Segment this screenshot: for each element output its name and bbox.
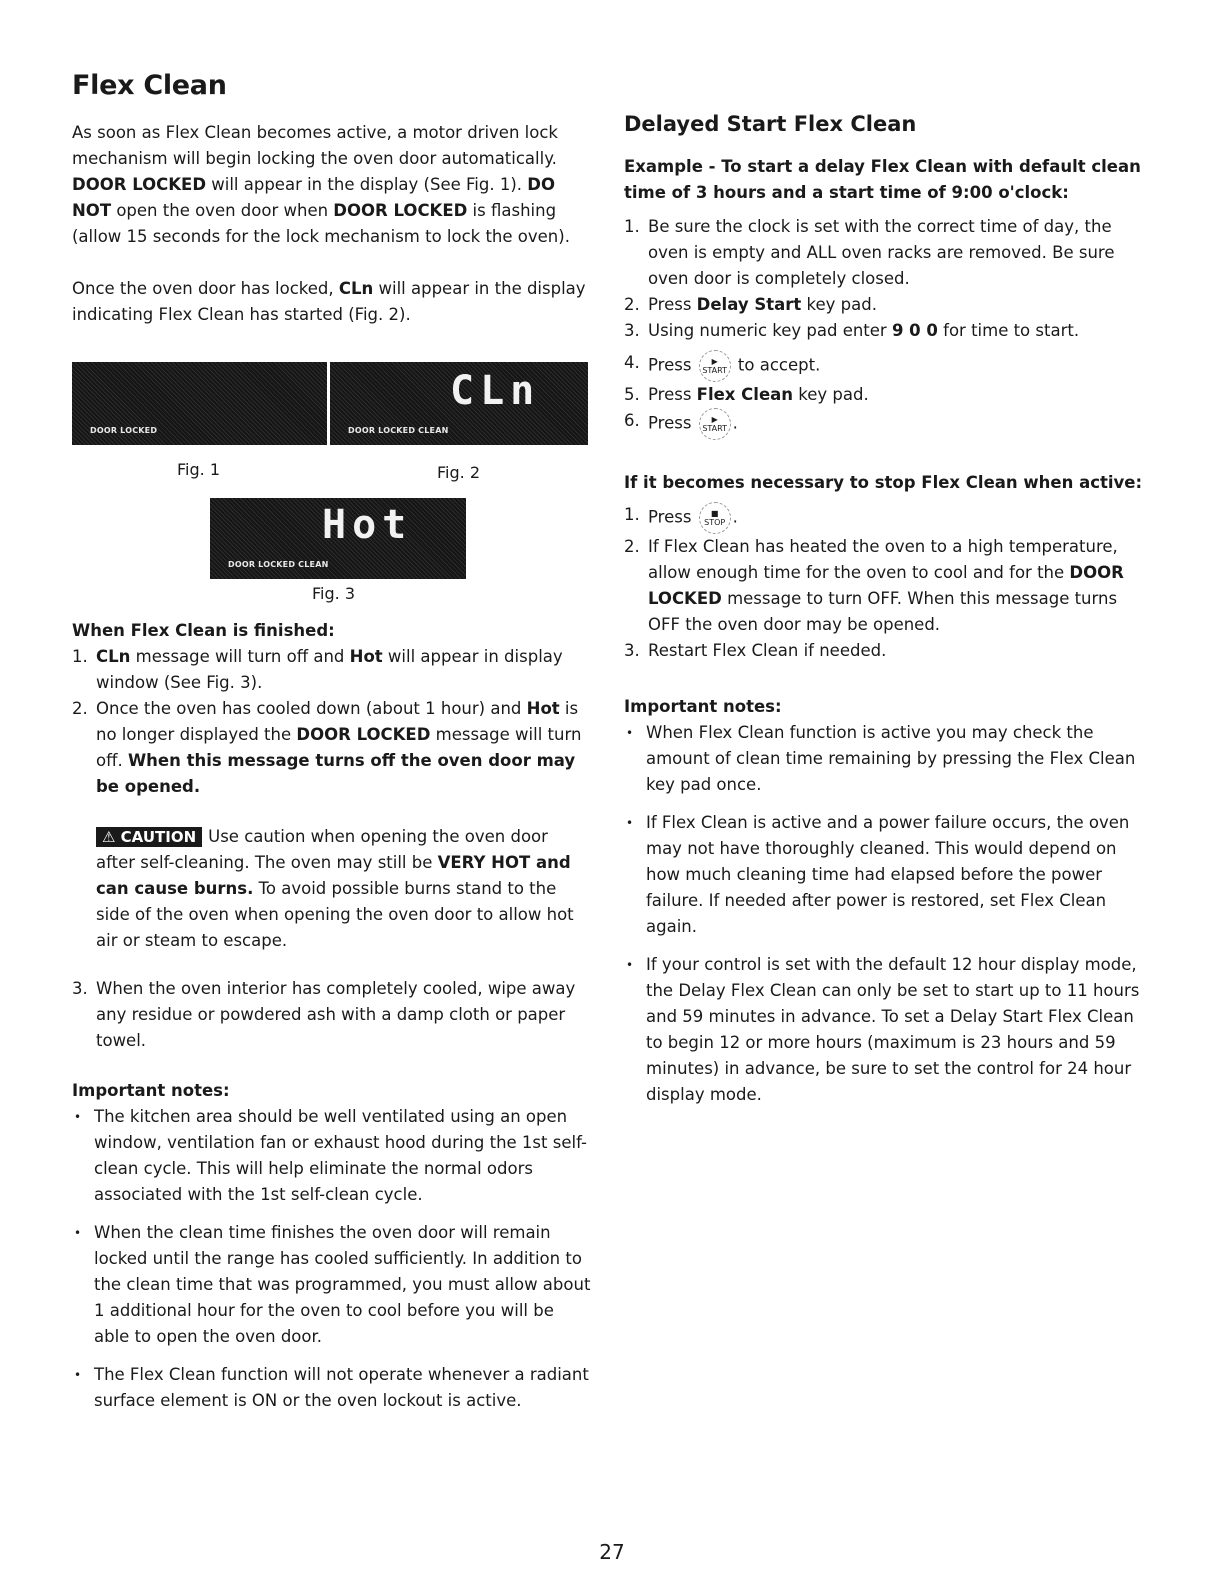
caution-badge: ⚠ CAUTION xyxy=(96,827,202,847)
stop-heading: If it becomes necessary to stop Flex Clean when active: xyxy=(624,473,1143,492)
stop-steps xyxy=(624,502,1154,664)
delayed-start-heading: Delayed Start Flex Clean xyxy=(624,112,917,136)
example-heading: Example - To start a delay Flex Clean with default clean time of 3 hours and a start time of 9:00 o'clock: xyxy=(624,157,1141,202)
fig2-display xyxy=(330,362,588,445)
delayed-step-2: 2. Press Delay Start key pad. xyxy=(624,295,877,314)
fig1-display xyxy=(72,362,327,445)
left-note-2: • When the clean time finishes the oven door will remain locked until the range has cooled sufficiently. In addition to the clean time that was programmed, you must allow about 1 additional hour for the oven to cool before you will be able to open the oven door. xyxy=(74,1223,591,1346)
finished-item-1: 1. CLn message will turn off and Hot will appear in display window (See Fig. 3). xyxy=(72,647,563,692)
fig1-caption: Fig. 1 xyxy=(177,460,220,479)
finished-item-2: 2. Once the oven has cooled down (about 1 hour) and Hot is no longer displayed the DOOR LOCKED message will turn off. When this message turns off the oven door may be opened. xyxy=(72,699,582,796)
start-key-icon: ▶ START xyxy=(699,350,731,382)
fig1-indicator: DOOR LOCKED xyxy=(90,426,158,435)
page-title: Flex Clean xyxy=(72,70,227,101)
delayed-step-1: 1. Be sure the clock is set with the correct time of day, the oven is empty and ALL oven racks are removed. Be sure oven door is completely closed. xyxy=(624,217,1115,288)
fig2-caption: Fig. 2 xyxy=(437,463,480,482)
delayed-step-4: 4. Press ▶ START to accept. xyxy=(624,350,1154,382)
finished-list-continued xyxy=(72,976,592,1054)
page-number: 27 xyxy=(599,1540,625,1564)
left-notes-list xyxy=(72,1104,592,1414)
delayed-steps xyxy=(624,214,1154,440)
stop-key-icon: ■ STOP xyxy=(699,502,731,534)
display-figures xyxy=(72,362,592,612)
intro-paragraph-2: Once the oven door has locked, CLn will appear in the display indicating Flex Clean has started (Fig. 2). xyxy=(72,279,586,324)
stop-step-1: 1. Press ■ STOP . xyxy=(624,502,1154,534)
start-key-icon: ▶ START xyxy=(699,408,731,440)
fig3-readout: Hot xyxy=(322,502,413,548)
left-column xyxy=(72,120,592,1426)
right-notes-heading: Important notes: xyxy=(624,697,782,716)
fig2-indicator: DOOR LOCKED CLEAN xyxy=(348,426,449,435)
finished-heading: When Flex Clean is finished: xyxy=(72,621,335,640)
delayed-step-5: 5. Press Flex Clean key pad. xyxy=(624,385,869,404)
fig3-caption: Fig. 3 xyxy=(312,584,355,603)
left-notes-heading: Important notes: xyxy=(72,1081,230,1100)
right-note-1: • When Flex Clean function is active you may check the amount of clean time remaining by pressing the Flex Clean key pad once. xyxy=(626,723,1136,794)
intro-paragraph-1: As soon as Flex Clean becomes active, a motor driven lock mechanism will begin locking the oven door automatically. DOOR LOCKED will appear in the display (See Fig. 1). DO NOT open the oven door when DOOR LOCKED is flashing (allow 15 seconds for the lock mechanism to lock the oven). xyxy=(72,123,570,246)
delayed-step-6: 6. Press ▶ START . xyxy=(624,408,1154,440)
stop-step-2: 2. If Flex Clean has heated the oven to a high temperature, allow enough time for the oven to cool and for the DOOR LOCKED message to turn OFF. When this message turns OFF the oven door may be opened. xyxy=(624,537,1124,634)
fig3-display xyxy=(210,498,466,579)
stop-step-3: 3. Restart Flex Clean if needed. xyxy=(624,641,887,660)
caution-block: ⚠ CAUTION Use caution when opening the oven door after self-cleaning. The oven may still be VERY HOT and can cause burns. To avoid possible burns stand to the side of the oven when opening the oven door to allow hot air or steam to escape. xyxy=(96,827,574,950)
finished-list xyxy=(72,644,592,800)
right-note-3: • If your control is set with the default 12 hour display mode, the Delay Flex Clean can only be set to start up to 11 hours and 59 minutes in advance. To set a Delay Start Flex Clean to begin 12 or more hours (maximum is 23 hours and 59 minutes) in advance, be sure to set the control for 24 hour display mode. xyxy=(626,955,1140,1104)
fig2-readout: CLn xyxy=(450,368,541,414)
finished-item-3: 3. When the oven interior has completely cooled, wipe away any residue or powdered ash with a damp cloth or paper towel. xyxy=(72,979,576,1050)
left-note-1: • The kitchen area should be well ventilated using an open window, ventilation fan or exhaust hood during the 1st self-clean cycle. This will help eliminate the normal odors associated with the 1st self-clean cycle. xyxy=(74,1107,587,1204)
right-notes-list xyxy=(624,720,1154,1108)
delayed-step-3: 3. Using numeric key pad enter 9 0 0 for time to start. xyxy=(624,321,1080,340)
left-note-3: • The Flex Clean function will not operate whenever a radiant surface element is ON or the oven lockout is active. xyxy=(74,1365,589,1410)
right-note-2: • If Flex Clean is active and a power failure occurs, the oven may not have thoroughly cleaned. This would depend on how much cleaning time had elapsed before the power failure. If needed after power is restored, set Flex Clean again. xyxy=(626,813,1130,936)
fig3-indicator: DOOR LOCKED CLEAN xyxy=(228,560,329,569)
right-column xyxy=(624,112,1154,1120)
